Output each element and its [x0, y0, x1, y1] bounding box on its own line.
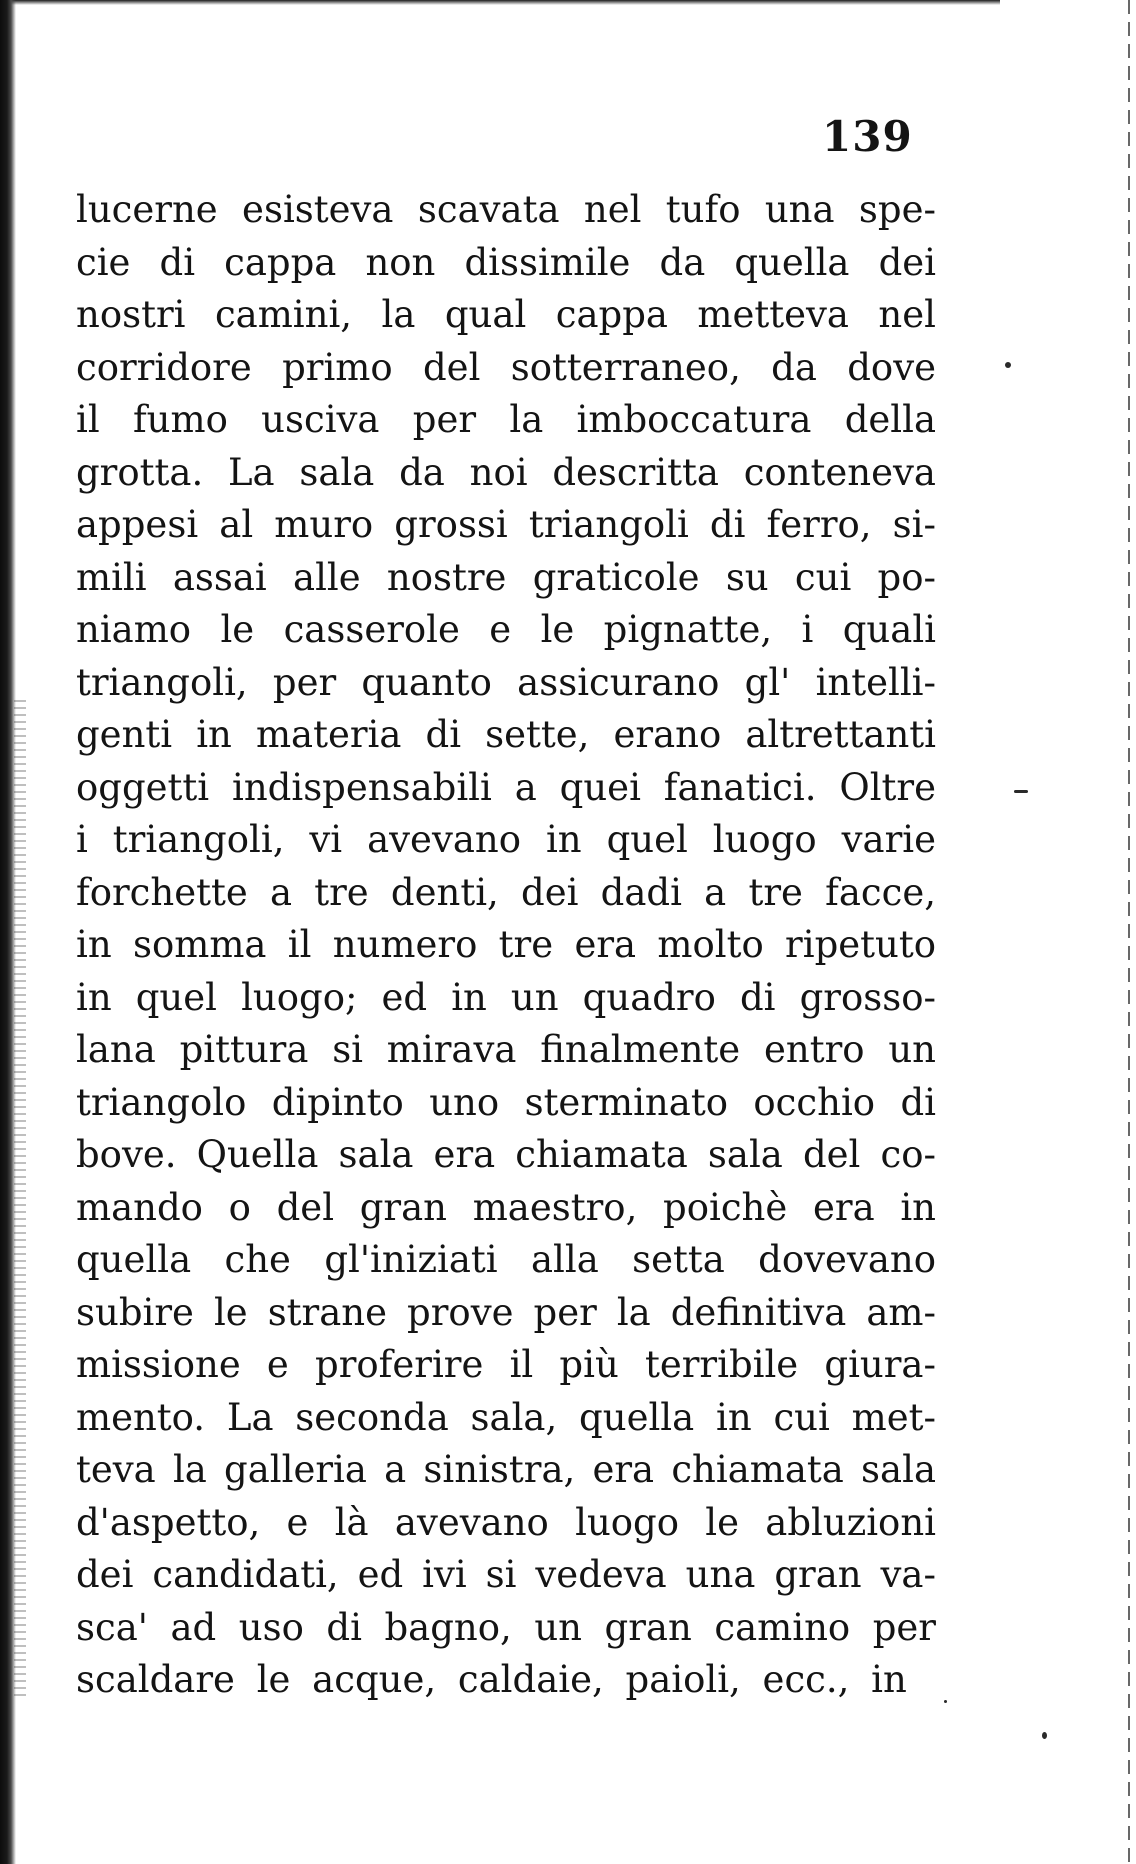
page-number: 139: [822, 112, 913, 161]
text-line: teva la galleria a sinistra, era chiamata sala: [76, 1448, 936, 1491]
ink-speck: [1014, 790, 1028, 793]
text-line: bove. Quella sala era chiamata sala del co-: [76, 1133, 936, 1176]
text-line: sca' ad uso di bagno, un gran camino per: [76, 1605, 936, 1649]
text-line: mili assai alle nostre graticole su cui po-: [76, 555, 936, 599]
text-line: corridore primo del sotterraneo, da dove: [76, 345, 936, 389]
ink-speck: [1042, 1732, 1047, 1739]
text-line: appesi al muro grossi triangoli di ferro, si-: [76, 503, 936, 546]
ink-speck: [1005, 362, 1011, 368]
text-line: genti in materia di sette, erano altrettanti: [76, 713, 936, 756]
text-line: grotta. La sala da noi descritta conteneva: [76, 450, 936, 494]
text-line: mento. La seconda sala, quella in cui met-: [76, 1395, 936, 1439]
text-line: lana pittura si mirava finalmente entro un: [76, 1028, 936, 1071]
text-line: subire le strane prove per la definitiva am-: [76, 1290, 936, 1334]
text-line: triangoli, per quanto assicurano gl' intelli-: [76, 660, 936, 704]
scan-left-speckle: [14, 700, 26, 1700]
text-line: lucerne esisteva scavata nel tufo una spe-: [76, 188, 936, 231]
ink-speck: [944, 1700, 947, 1703]
text-line: i triangoli, vi avevano in quel luogo varie: [76, 818, 936, 861]
text-line: nostri camini, la qual cappa metteva nel: [76, 293, 936, 336]
text-line: triangolo dipinto uno sterminato occhio di: [76, 1080, 936, 1124]
text-line: d'aspetto, e là avevano luogo le abluzioni: [76, 1500, 936, 1544]
text-line: quella che gl'iniziati alla setta dovevano: [76, 1238, 936, 1281]
text-line: dei candidati, ed ivi si vedeva una gran va-: [76, 1553, 936, 1596]
text-line: scaldare le acque, caldaie, paioli, ecc., in: [76, 1658, 907, 1701]
scan-top-edge: [0, 0, 1000, 5]
text-line: in quel luogo; ed in un quadro di grosso-: [76, 975, 936, 1019]
scan-right-edge: [1128, 0, 1130, 1864]
text-line: il fumo usciva per la imboccatura della: [76, 398, 936, 441]
text-line: in somma il numero tre era molto ripetuto: [76, 923, 936, 966]
text-line: oggetti indispensabili a quei fanatici. Oltre: [76, 765, 936, 809]
text-line: forchette a tre denti, dei dadi a tre facce,: [76, 870, 936, 914]
text-line: cie di cappa non dissimile da quella dei: [76, 240, 936, 284]
text-line: niamo le casserole e le pignatte, i quali: [76, 608, 936, 651]
text-line: mando o del gran maestro, poichè era in: [76, 1185, 936, 1229]
body-text: [76, 184, 936, 1707]
text-line: missione e proferire il più terribile giura-: [76, 1343, 936, 1386]
